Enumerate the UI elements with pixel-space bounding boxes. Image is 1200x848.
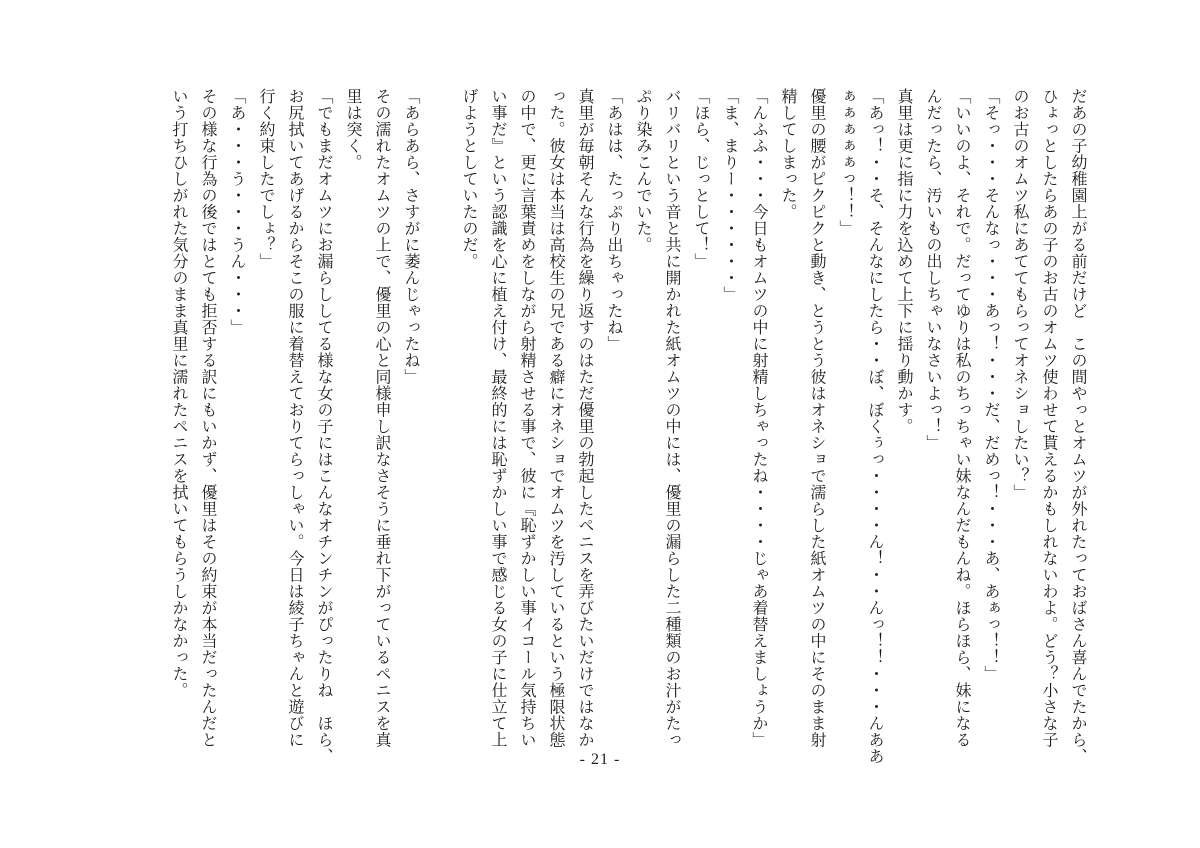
text-column: その濡れたオムツの上で、優里の心と同様申し訳なさそうに垂れ下がっているペニスを真 xyxy=(373,88,390,748)
text-column: お尻拭いてあげるからそこの服に着替えておりてらっしゃい。今日は綾子ちゃんと遊びに xyxy=(286,88,303,748)
text-column xyxy=(425,88,454,764)
text-column: 「ま、まりー・・・・・・」 xyxy=(721,88,738,303)
text-column: その様な行為の後ではとても拒否する訳にもいかず、優里はその約束が本当だったんだと xyxy=(199,88,216,748)
text-column: 「んふふ・・・今日もオムツの中に射精しちゃったね・・・・じゃあ着替えましょうか」 xyxy=(750,88,767,748)
text-column: 「あらあら、さすがに萎んじゃったね」 xyxy=(402,88,419,385)
text-column: 真里が毎朝そんな行為を繰り返すのはただ優里の勃起したペニスを弄びたいだけではなか xyxy=(576,88,593,748)
text-column: った。彼女は本当は高校生の兄である癖にオネショでオムツを汚しているという極限状態 xyxy=(547,88,564,748)
text-column: げようとしていたのだ。 xyxy=(460,88,477,270)
text-column: 「ほら、じっとして！」 xyxy=(692,88,709,270)
text-column: い事だ』という認識を心に植え付け、最終的には恥ずかしい事で感じる女の子に仕立て上 xyxy=(489,88,506,748)
text-column: 精してしまった。 xyxy=(779,88,796,220)
text-column: 里は突く。 xyxy=(344,88,361,171)
text-column: 真里は更に指に力を込めて上下に揺り動かす。 xyxy=(895,88,912,435)
text-column: 「でもまだオムツにお漏らししてる様な女の子にはこんなオチンチンがぴったりね ほら、 xyxy=(315,88,332,765)
text-column: 行く約束したでしょ？」 xyxy=(257,88,274,270)
text-column: 「いいのよ、それで。だってゆりは私のちっちゃい妹なんだもんね。ほらほら、妹になる xyxy=(953,88,970,748)
text-column: のお古のオムツ私にあててもらってオネショしたい？」 xyxy=(1011,88,1028,501)
text-column: 「そっ・・・そんなっ・・・あっ！・・・だ、だめっ！・・・あ、あぁっ！！」 xyxy=(982,88,999,682)
text-column: んだったら、汚いもの出しちゃいなさいよっ！」 xyxy=(924,88,941,451)
text-column: 「あ・・・う・・・うん・・・」 xyxy=(228,88,245,336)
vertical-text-body xyxy=(164,88,1092,764)
text-column: 「あっ！・・そ、そんなにしたら・・ぼ、ぼくぅっ・・・・ん！・・んっ！！・・・んああ xyxy=(866,88,883,765)
text-column: ぷり染みこんでいた。 xyxy=(634,88,651,253)
page-number: - 21 - xyxy=(579,751,621,768)
text-column: の中で、更に言葉責めをしながら射精させる事で、彼に『恥ずかしい事イコール気持ちい xyxy=(518,88,535,748)
text-column: ぁぁぁぁぁっ！！」 xyxy=(837,88,854,237)
text-column: 「あはは、たっぷり出ちゃったね」 xyxy=(605,88,622,352)
text-column: 優里の腰がピクピクと動き、とうとう彼はオネショで濡らした紙オムツの中にそのまま射 xyxy=(808,88,825,748)
text-column: だあの子幼稚園上がる前だけど この間やっとオムツが外れたっておばさん喜んでたから、 xyxy=(1069,88,1086,765)
text-column: いう打ちひしがれた気分のまま真里に濡れたペニスを拭いてもらうしかなかった。 xyxy=(170,88,187,699)
text-column: バリバリという音と共に開かれた紙オムツの中には、優里の漏らした二種類のお汁がたっ xyxy=(663,88,680,748)
text-column: ひょっとしたらあの子のお古のオムツ使わせて貰えるかもしれないわよ。どう？小さな子 xyxy=(1040,88,1057,748)
